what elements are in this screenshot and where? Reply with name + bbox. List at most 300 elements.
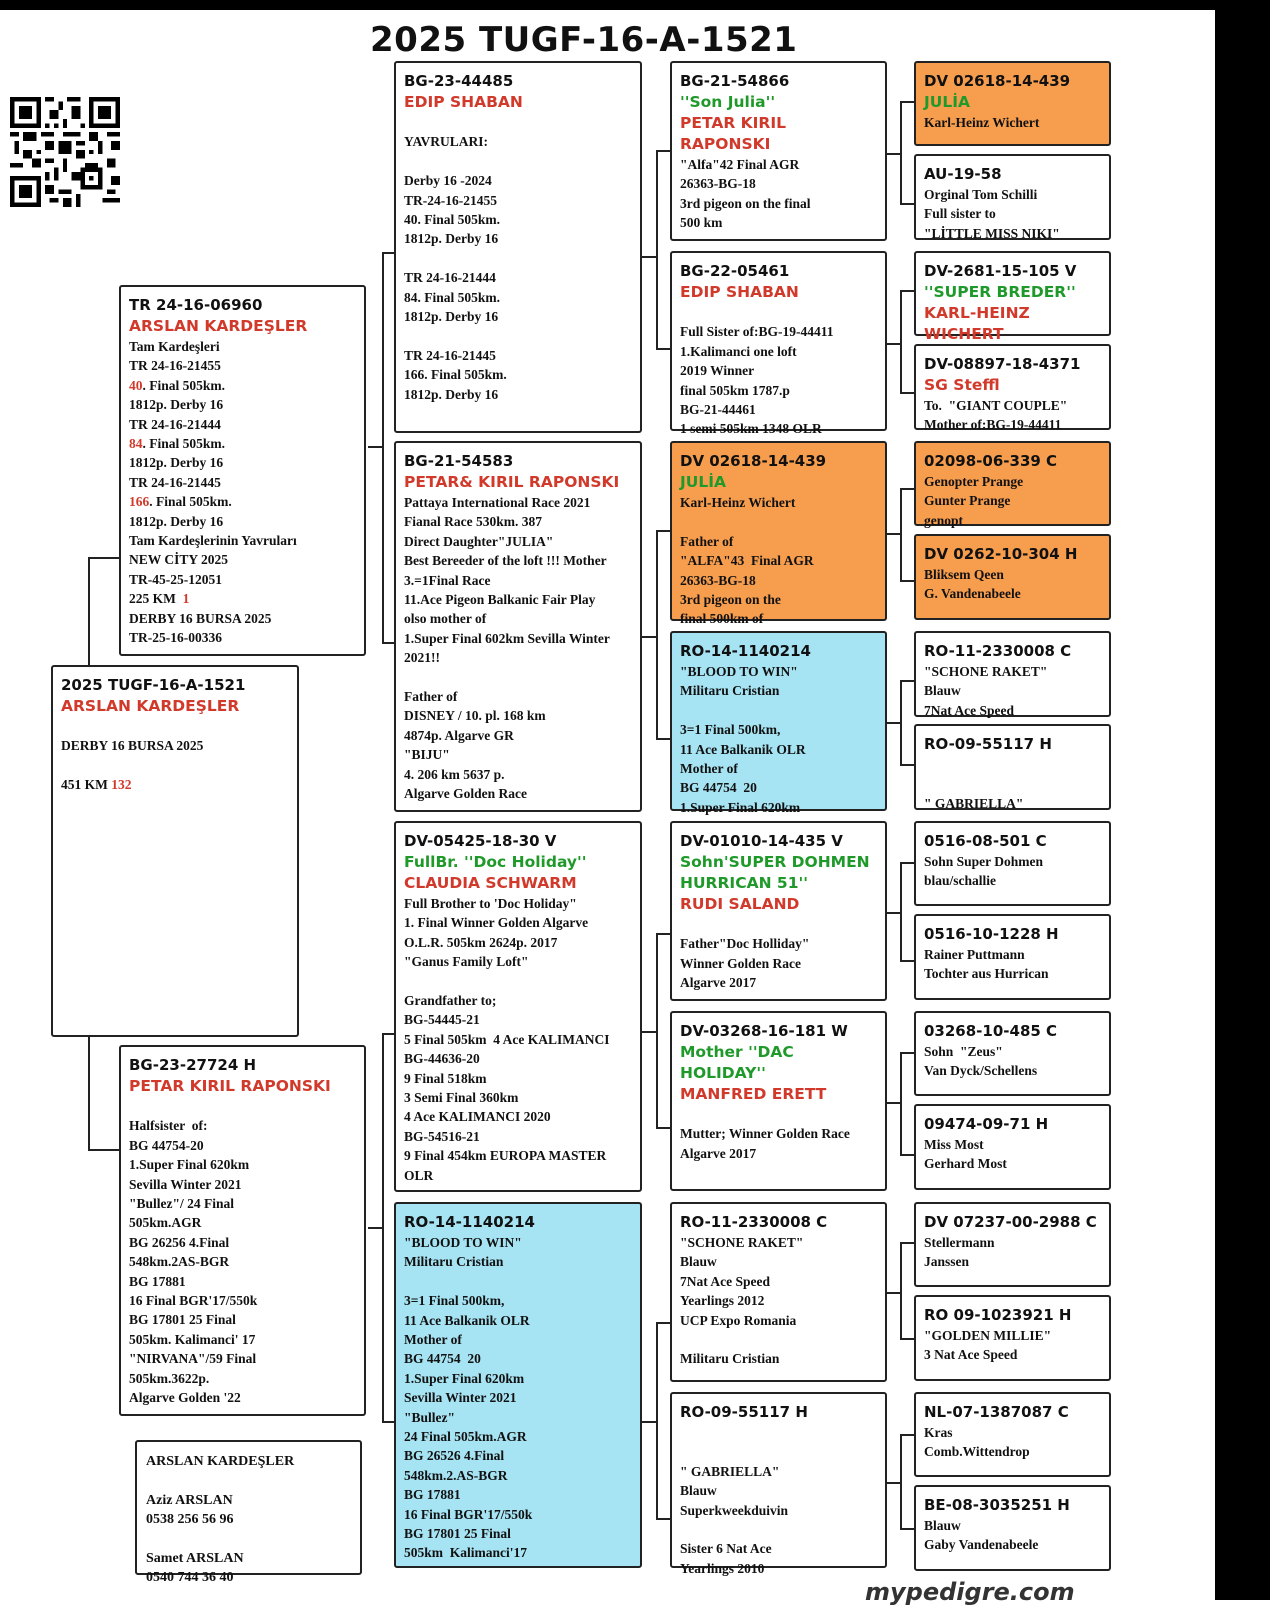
pedigree-note: JULİA [924,93,970,111]
subject-box [51,665,299,1037]
owner-name: EDIP SHABAN [680,283,799,301]
text-line: 500 km [680,215,723,231]
ancestor-g4-box [914,154,1111,240]
text-line: Tam Kardeşlerinin Yavruları [129,533,297,549]
ring-number: BE-08-3035251 H [924,1496,1070,1514]
text-line: Kras [924,1425,953,1440]
ring-number: TR 24-16-06960 [129,296,263,314]
text-line: DERBY 16 BURSA 2025 [61,738,204,754]
text-line: "Bullez"/ 24 Final [129,1196,234,1212]
text-line: final 500km of [680,611,764,627]
text-line: Sohn "Zeus" [924,1044,1003,1059]
text-line: 1.Kalimanci one loft [680,343,797,359]
text-line: Sister 6 Nat Ace [680,1541,772,1557]
text-line: 548km.2.AS-BGR [404,1467,508,1483]
text-line: Yearlings 2010 [680,1560,765,1576]
text-line: 505km.3622p. [129,1370,210,1386]
connector [900,1052,914,1054]
ancestor-g3-box [670,1202,887,1382]
text-line: 26363-BG-18 [680,572,756,588]
connector [887,533,901,535]
text-line: 4. 206 km 5637 p. [404,766,505,782]
text-line: final 505km 1787.p [680,382,790,398]
text-line: Gerhard Most [924,1156,1007,1172]
text-line: TR 24-16-21444 [404,270,496,286]
text-line: Gaby Vandenabeele [924,1537,1039,1553]
text-line: BG-44636-20 [404,1051,480,1067]
text-line: 1.Super Final 602km Sevilla Winter [404,630,610,646]
details [924,396,1101,435]
ring-number: 09474-09-71 H [924,1115,1049,1133]
text-line: blau/schallie [924,873,997,889]
ancestor-g4-box [914,1392,1111,1477]
details [924,1042,1101,1081]
ancestor-g3-box [670,1011,887,1191]
ring-number: BG-22-05461 [680,262,790,280]
text-segment: . Final 505km. [149,494,232,510]
connector [900,1052,902,1156]
text-line: olso mother of [404,611,487,627]
text-line: "BLOOD TO WIN" [404,1235,522,1250]
text-line [404,1272,632,1291]
text-line [404,113,632,132]
ring-number: DV-01010-14-435 V [680,832,843,850]
connector [887,722,901,724]
connector [900,680,914,682]
text-line: To. "GIANT COUPLE" [924,398,1068,413]
text-line: 3=1 Final 500km, [404,1293,505,1309]
details [129,1097,356,1407]
connector [368,446,383,448]
connector [88,557,90,667]
text-line: "Ganus Family Loft" [404,954,529,970]
text-line: 3.=1Final Race [404,572,491,588]
text-line: 16 Final BGR'17/550k [129,1293,258,1309]
text-line [61,775,289,794]
text-line [680,1520,877,1539]
text-line: DISNEY / 10. pl. 168 km [404,708,546,724]
text-line: 40. Final 505km. [404,212,501,227]
owner-name: MANFRED ERETT [680,1085,827,1103]
text-line: Van Dyck/Schellens [924,1063,1038,1079]
connector [382,252,384,644]
text-segment: 451 KM [61,777,112,793]
text-line: 1 semi 505km 1348 OLR [680,421,822,437]
text-line [404,249,632,268]
text-line: BG-54445-21 [404,1012,480,1028]
connector [642,636,657,638]
details [924,565,1101,604]
ancestor-g4-box [914,1485,1111,1571]
ring-number: RO-09-55117 H [924,735,1052,753]
connector [900,203,914,205]
ring-number: DV-08897-18-4371 [924,355,1081,373]
sire-dam-box [394,441,642,812]
text-line: Best Bereeder of the loft !!! Mother [404,553,607,569]
text-line: 505km Kalimanci'17 [404,1545,528,1561]
text-line: "NIRVANA"/59 Final [129,1351,257,1367]
ancestor-g4-box [914,724,1111,810]
connector [887,912,901,914]
text-segment: 225 KM [129,591,183,607]
text-line: TR-25-16-00336 [129,630,222,646]
text-line: TR 24-16-21445 [404,347,496,363]
details [680,1233,877,1369]
text-line: Algarve Golden '22 [129,1390,241,1406]
owner-name: PETAR KIRIL RAPONSKI [129,1077,331,1095]
text-line: genopt [924,512,964,528]
ring-number: RO 09-1023921 H [924,1306,1072,1324]
text-line: 3 Nat Ace Speed [924,1347,1018,1363]
details [404,493,632,803]
dam-box [119,1045,366,1416]
text-line [680,701,877,720]
text-line: "GOLDEN MILLIE" [924,1328,1052,1343]
text-line [129,376,356,395]
ancestor-g4-box [914,251,1111,343]
ring-number: 0516-08-501 C [924,832,1047,850]
text-line: TR-45-25-12051 [129,571,222,587]
text-line: 9 Final 518km [404,1070,487,1086]
top-border [0,0,1270,10]
ring-number: 03268-10-485 C [924,1022,1058,1040]
owner-name: RUDI SALAND [680,895,800,913]
ancestor-g4-box [914,61,1111,146]
pedigree-note: ''Son Julia'' [680,93,776,111]
connector [642,256,657,258]
connector [656,933,670,935]
connector [900,1154,914,1156]
ancestor-g4-box [914,914,1111,1000]
details [924,1135,1101,1174]
rank-number: 132 [111,777,132,793]
text-line: Militaru Cristian [680,1351,780,1367]
ring-number: 0516-10-1228 H [924,925,1059,943]
text-line: Karl-Heinz Wichert [680,495,796,510]
ring-number: DV-2681-15-105 V [924,262,1077,280]
ancestor-g4-box [914,344,1111,433]
text-segment: . Final 505km. [142,436,226,452]
text-line: "SCHONE RAKET" [924,664,1048,679]
text-line: Father"Doc Holliday" [680,936,810,952]
text-line: BG 44754-20 [129,1137,204,1153]
ring-number: DV 02618-14-439 [924,72,1071,90]
text-segment: . Final 505km. [142,377,226,393]
text-line: 548km.2AS-BGR [129,1254,230,1270]
text-line [129,434,356,453]
details [680,493,877,629]
connector [900,960,914,962]
connector [656,1322,670,1324]
connector [656,1518,670,1520]
text-line: Algarve 2017 [680,975,757,991]
text-line: Algarve 2017 [680,1145,757,1161]
connector [656,348,670,350]
text-line: NEW CİTY 2025 [129,552,229,568]
ancestor-g4-box [914,631,1111,717]
text-line: 505km. Kalimanci' 17 [129,1331,256,1347]
connector [656,933,658,1129]
details [924,472,1101,530]
owner-name: KARL-HEINZ WICHERT [924,304,1030,343]
text-line: 3=1 Final 500km, [680,722,781,738]
owner-name: CLAUDIA SCHWARM [404,874,577,892]
details [924,852,1101,891]
text-line: Rainer Puttmann [924,947,1025,962]
text-line [61,756,289,775]
text-line: Blauw [924,683,961,699]
text-line [680,1442,877,1461]
text-line: 1.Super Final 620km [404,1370,525,1386]
sire-sire-box [394,61,642,433]
text-line: 505km.AGR [129,1215,202,1231]
details [680,662,877,817]
text-line: Miss Most [924,1137,984,1152]
ring-number: DV 02618-14-439 [680,452,827,470]
text-line: BG-21-44461 [680,402,756,418]
connector [900,290,902,394]
text-line: Yearlings 2012 [680,1293,765,1309]
text-line: Full Sister of:BG-19-44411 [680,324,834,340]
ancestor-g3-box [670,251,887,437]
owner-name: SG Steffl [924,376,1000,394]
text-line [680,1423,877,1442]
text-line: Orginal Tom Schilli [924,187,1038,202]
text-line [146,1471,351,1490]
rank-number: 1 [182,591,190,607]
text-line: TR 24-16-21444 [129,416,221,432]
connector [887,343,901,345]
text-line [129,492,356,511]
text-line: 2019 Winner [680,363,755,379]
ancestor-g4-box [914,1011,1111,1096]
connector [900,392,914,394]
right-border [1215,0,1270,1600]
page-title: 2025 TUGF-16-A-1521 [370,20,798,60]
owner-name: EDIP SHABAN [404,93,523,111]
text-line: "Bullez" [404,1409,455,1425]
connector [900,1242,902,1340]
text-line [61,717,289,736]
text-line: O.L.R. 505km 2624p. 2017 [404,934,558,950]
dam-sire-box [394,821,642,1192]
text-line: 26363-BG-18 [680,176,756,192]
ring-number: BG-21-54866 [680,72,790,90]
text-line: 84. Final 505km. [404,289,501,305]
text-line: YAVRULARI: [404,134,489,150]
ring-number: NL-07-1387087 C [924,1403,1069,1421]
text-line: BG 26256 4.Final [129,1234,230,1250]
text-line: 3 Semi Final 360km [404,1090,519,1106]
text-line: Karl-Heinz Wichert [924,115,1040,130]
text-line: Tochter aus Hurrican [924,966,1049,982]
text-line: Janssen [924,1254,970,1270]
ancestor-g3-box [670,821,887,1001]
text-line: BG 26526 4.Final [404,1448,505,1464]
text-line: " GABRIELLA" [680,1463,780,1479]
sire-box [119,285,366,656]
text-line: Stellermann [924,1235,995,1250]
connector [368,1227,383,1229]
details [404,894,632,1185]
text-line: TR 24-16-21445 [129,474,221,490]
text-line [129,589,356,608]
ring-number: RO-14-1140214 [404,1213,535,1231]
text-line [680,1105,877,1124]
text-line: 9 Final 454km EUROPA MASTER [404,1148,607,1164]
connector [900,1242,914,1244]
text-line: Algarve Golden Race [404,786,527,802]
text-line: TR 24-16-21455 [129,358,221,374]
ring-number: AU-19-58 [924,165,1002,183]
text-line [680,512,877,531]
text-line: 16 Final BGR'17/550k [404,1506,533,1522]
text-line: Father of [404,689,458,705]
ancestor-g3-box [670,441,887,627]
details [680,303,877,439]
rank-number: 84 [129,436,143,452]
connector [900,488,902,582]
details [680,915,877,993]
text-line: Grandfather to; [404,993,497,1009]
text-line: UCP Expo Romania [680,1312,797,1328]
text-line [924,774,1101,793]
text-line: Winner Golden Race [680,955,802,971]
connector [900,488,914,490]
text-line: 0538 256 56 96 [146,1512,234,1528]
details [924,185,1101,243]
text-line [129,1097,356,1116]
connector [900,1338,914,1340]
text-line [404,668,632,687]
ancestor-g4-box [914,821,1111,906]
text-line: 3rd pigeon on the [680,592,781,608]
ring-number: DV 0262-10-304 H [924,545,1078,563]
text-line: Aziz ARSLAN [146,1492,233,1508]
connector [900,580,914,582]
text-line: BG 17881 [129,1273,186,1289]
pedigree-note: FullBr. ''Doc Holiday'' [404,853,587,871]
pedigree-note: JULİA [680,473,726,491]
details [924,662,1101,720]
connector [656,150,658,350]
text-line [924,755,1101,774]
text-line: Genopter Prange [924,474,1024,489]
text-line: Mother of:BG-19-44411 [924,417,1062,433]
text-line: 7Nat Ace Speed [680,1273,770,1289]
text-line: 1812p. Derby 16 [404,386,499,402]
pedigree-note: Mother ''DAC HOLIDAY'' [680,1043,794,1082]
details [924,1423,1101,1462]
qr-code [10,97,120,207]
text-line [680,303,877,322]
text-line [404,152,632,171]
text-line: 1812p. Derby 16 [129,455,224,471]
connector [900,1434,914,1436]
text-line: 4874p. Algarve GR [404,727,514,743]
ancestor-g4-box [914,1104,1111,1190]
rank-number: 166 [129,494,150,510]
text-line: BG 17801 25 Final [404,1526,511,1542]
details [924,113,1101,132]
text-line: BG 17881 [404,1487,461,1503]
text-line: "LİTTLE MISS NIKI" [924,225,1060,241]
connector [900,1528,914,1530]
ancestor-g3-box [670,1392,887,1576]
text-line: Gunter Prange [924,493,1011,509]
text-line: Sohn Super Dohmen [924,854,1044,869]
ancestor-g3-box [670,61,887,241]
text-line: BG 44754 20 [680,780,757,796]
details [680,1105,877,1163]
connector [656,530,658,740]
text-line: "BLOOD TO WIN" [680,664,798,679]
connector [656,530,670,532]
ancestor-g4-box [914,1202,1111,1287]
ring-number: DV-03268-16-181 W [680,1022,848,1040]
connector [656,150,670,152]
text-line: Blauw [924,1518,961,1533]
text-line: Comb.Wittendrop [924,1444,1030,1460]
ring-number: BG-21-54583 [404,452,514,470]
text-line: Bliksem Qeen [924,567,1004,582]
details [924,1516,1101,1555]
connector [900,101,914,103]
contact-lines [146,1452,351,1588]
text-line: 4 Ace KALIMANCI 2020 [404,1109,551,1125]
details [61,717,289,795]
text-line: 166. Final 505km. [404,367,507,383]
ancestor-g4-box [914,1295,1111,1381]
ancestor-g4-box [914,534,1111,620]
connector [642,1421,657,1423]
text-line [404,972,632,991]
text-line: 1812p. Derby 16 [129,397,224,413]
connector [887,153,901,155]
text-line: 3rd pigeon on the final [680,195,811,211]
connector [656,1127,670,1129]
ring-number: DV 07237-00-2988 C [924,1213,1097,1231]
text-line: OLR [404,1167,434,1183]
text-line: 7Nat Ace Speed [924,702,1014,718]
text-line: Mother of [404,1332,462,1348]
connector [900,290,914,292]
details [924,1233,1101,1272]
text-line: BG-54516-21 [404,1128,480,1144]
details [924,755,1101,813]
text-line [404,326,632,345]
text-line: 1. Final Winner Golden Algarve [404,915,589,931]
connector [887,1102,901,1104]
text-line: Direct Daughter"JULIA" [404,533,554,549]
owner-name: ARSLAN KARDEŞLER [61,697,240,715]
connector [900,862,902,962]
ring-number: RO-09-55117 H [680,1403,808,1421]
connector [382,1033,384,1423]
connector [900,764,914,766]
connector [88,1149,120,1151]
connector [656,1322,658,1520]
details [680,1423,877,1578]
text-line: "Alfa"42 Final AGR [680,157,800,172]
owner-name: ARSLAN KARDEŞLER [129,317,308,335]
connector [900,680,902,766]
text-line: 0540 744 36 40 [146,1570,234,1586]
text-line: Sevilla Winter 2021 [129,1176,242,1192]
text-line: "BIJU" [404,747,450,763]
text-line: " GABRIELLA" [924,795,1024,811]
text-line: 1812p. Derby 16 [404,309,499,325]
